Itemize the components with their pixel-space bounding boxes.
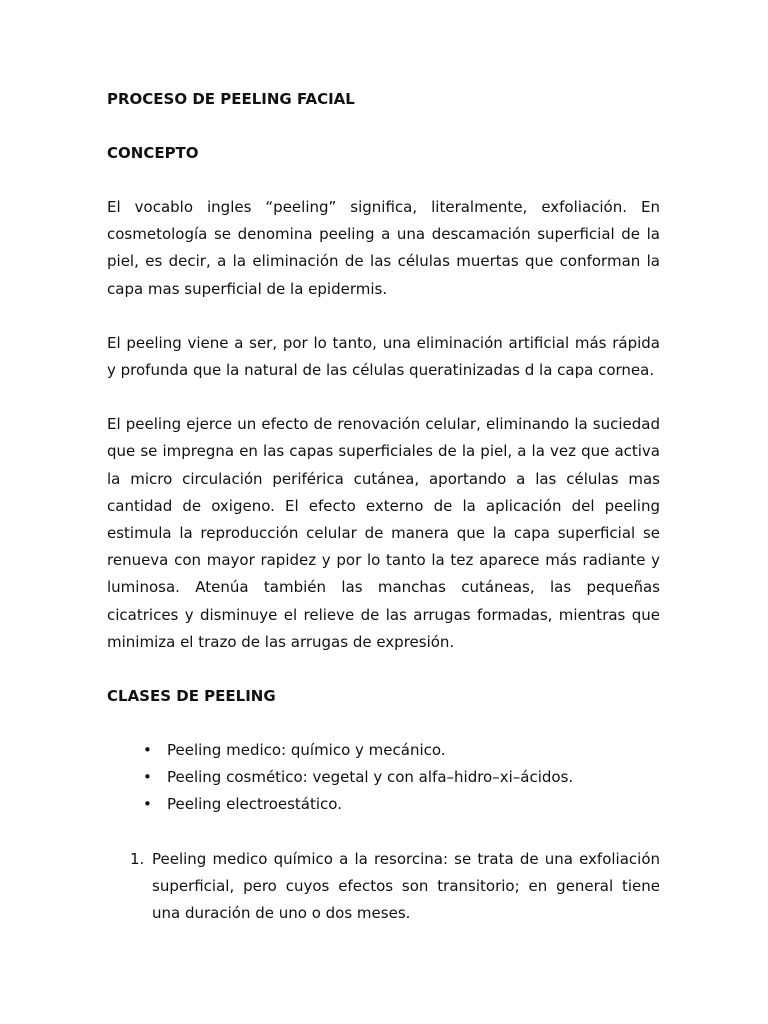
paragraph-artificial-elimination: El peeling viene a ser, por lo tanto, una eliminación artificial más rápida y profunda que la natural de las células queratinizadas d la capa cornea.: [107, 333, 660, 380]
bullet-marker: •: [143, 795, 152, 814]
list-item: [107, 791, 660, 818]
section-heading-clases: CLASES DE PEELING: [107, 687, 276, 706]
peeling-types-list: [107, 737, 660, 819]
list-item-text: Peeling electroestático.: [167, 795, 342, 814]
spacer: [107, 113, 660, 140]
spacer: [107, 303, 660, 330]
numbered-item-text: Peeling medico químico a la resorcina: se trata de una exfoliación superficial, pero cuyos efectos son transitorio; en general tiene una duración de uno o dos meses.: [152, 849, 660, 923]
list-item-text: Peeling cosmético: vegetal y con alfa–hidro–xi–ácidos.: [167, 768, 574, 787]
numbered-list: [107, 846, 660, 928]
numbered-item: [107, 846, 660, 928]
spacer: [107, 167, 660, 194]
bullet-marker: •: [143, 768, 152, 787]
paragraph-definition: El vocablo ingles “peeling” significa, literalmente, exfoliación. En cosmetología se denomina peeling a una descamación superficial de la piel, es decir, a la eliminación de las células muertas que conforman la capa mas superficial de la epidermis.: [107, 198, 660, 298]
list-item: [107, 737, 660, 764]
document-title: PROCESO DE PEELING FACIAL: [107, 90, 355, 108]
section-heading-concepto: CONCEPTO: [107, 144, 199, 162]
list-item-text: Peeling medico: químico y mecánico.: [167, 741, 446, 760]
spacer: [107, 656, 660, 683]
spacer: [107, 710, 660, 737]
spacer: [107, 384, 660, 411]
spacer: [107, 819, 660, 846]
list-item: [107, 764, 660, 791]
document-page: [107, 86, 660, 927]
bullet-marker: •: [143, 741, 152, 760]
item-number: 1.: [130, 849, 145, 868]
paragraph-cell-renewal: El peeling ejerce un efecto de renovación celular, eliminando la suciedad que se impregna en las capas superficiales de la piel, a la vez que activa la micro circulación periférica cutánea, aportando a las células mas cantidad de oxigeno. El efecto externo de la aplicación del peeling estimula la reproducción celular de manera que la capa superficial se renueva con mayor rapidez y por lo tanto la tez aparece más radiante y luminosa. Atenúa también las manchas cutáneas, las pequeñas cicatrices y disminuye el relieve de las arrugas formadas, mientras que minimiza el trazo de las arrugas de expresión.: [107, 415, 660, 651]
